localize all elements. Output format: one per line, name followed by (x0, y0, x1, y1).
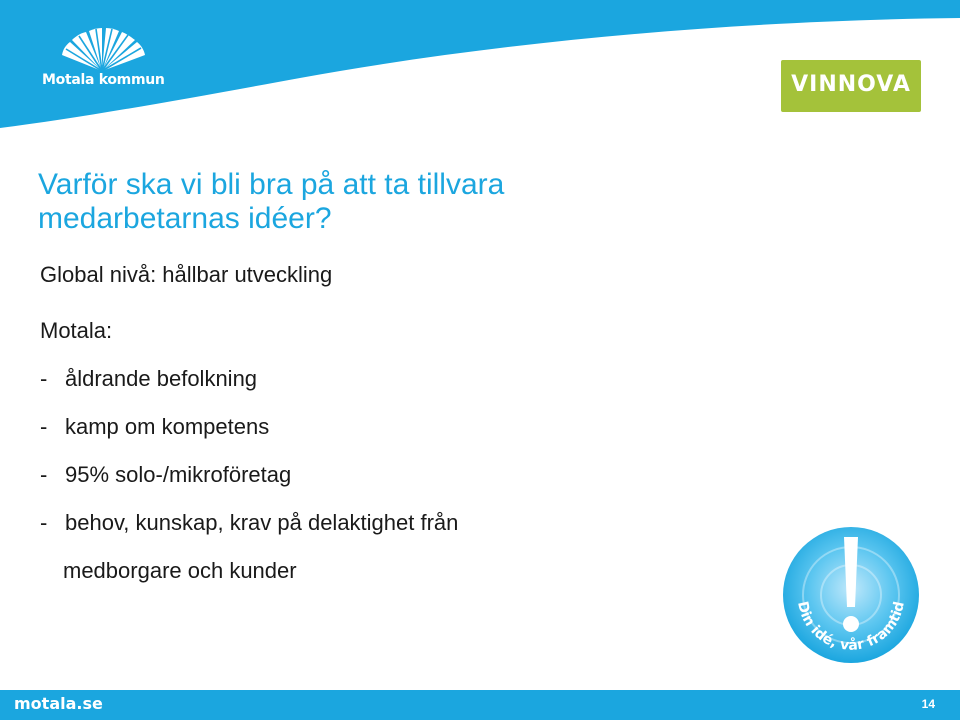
idea-badge-graphic (781, 525, 921, 665)
body-line-motala: Motala: (40, 318, 113, 343)
footer-site-link[interactable]: motala.se (14, 694, 103, 713)
bullet-marker: - (40, 366, 48, 391)
page-number: 14 (921, 697, 935, 711)
bullet-item (40, 366, 257, 392)
bullet-item (40, 462, 291, 488)
slide-title-line2: medarbetarnas idéer? (38, 202, 332, 235)
slide-title (38, 168, 658, 236)
header-band (0, 0, 960, 135)
footer-band (0, 690, 960, 720)
bullet-text: 95% solo-/mikroföretag (65, 462, 292, 487)
bullet-text: behov, kunskap, krav på delaktighet från (65, 510, 459, 535)
bullet-marker: - (40, 414, 48, 439)
bullet-item (40, 510, 458, 536)
body-line-global: Global nivå: hållbar utveckling (40, 262, 333, 287)
fan-logo-icon (40, 27, 165, 72)
brand-name: Motala kommun (42, 72, 165, 88)
bullet-marker: - (40, 510, 48, 535)
idea-badge (781, 525, 921, 670)
vinnova-label: VINNOVA (791, 72, 911, 97)
badge-text: Din idé, vår framtid (794, 599, 908, 654)
bullet-item (40, 414, 269, 440)
bullet-continuation: medborgare och kunder (63, 558, 297, 583)
bullet-text: kamp om kompetens (65, 414, 270, 439)
vinnova-logo[interactable] (781, 60, 921, 112)
bullet-marker: - (40, 462, 48, 487)
bullet-text: åldrande befolkning (65, 366, 258, 391)
slide-title-line1: Varför ska vi bli bra på att ta tillvara (38, 168, 505, 201)
